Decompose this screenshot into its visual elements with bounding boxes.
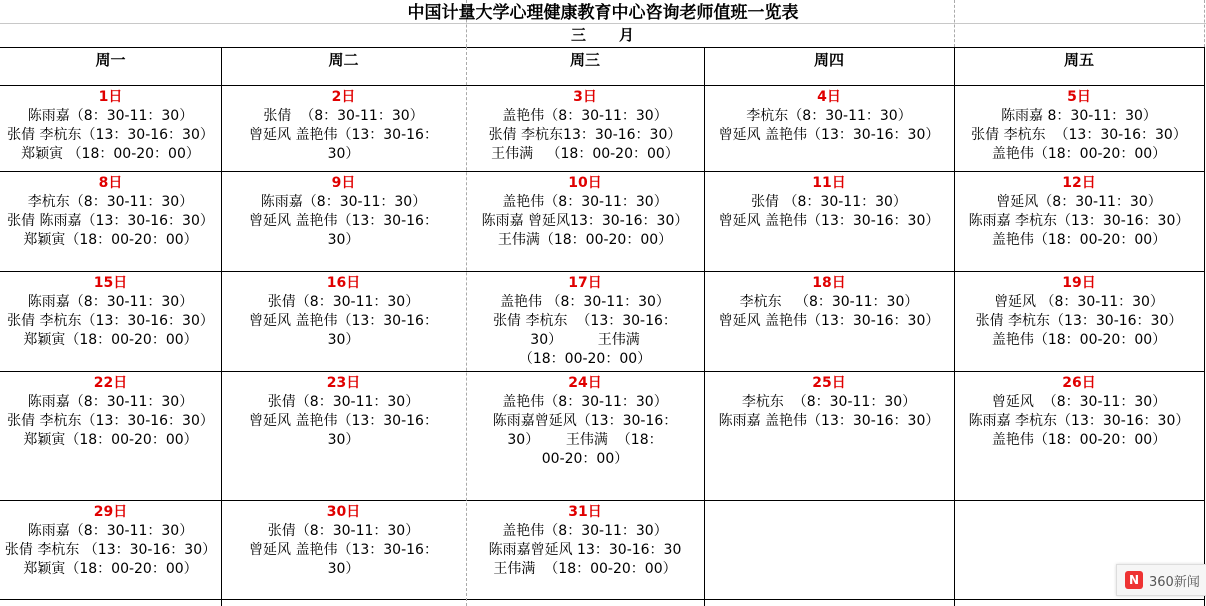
day-number: 9日 — [331, 175, 356, 191]
schedule-cell — [221, 87, 466, 170]
schedule-cell — [221, 373, 466, 499]
schedule-cell — [704, 87, 954, 170]
shift-line: 曾延风 （8：30-11：30） — [991, 394, 1167, 410]
schedule-cell — [221, 173, 466, 270]
shift-line: 曾延风 盖艳伟（13：30-16： — [249, 127, 438, 143]
schedule-cell — [704, 502, 954, 598]
schedule-cell — [0, 87, 221, 170]
shift-line: 盖艳伟（18：00-20：00） — [991, 146, 1167, 162]
shift-line: 王伟满（18：00-20：00） — [497, 232, 673, 248]
shift-line: 陈雨嘉 8：30-11：30） — [1001, 108, 1157, 124]
shift-line: 陈雨嘉曾延风 13：30-16：30 — [488, 542, 682, 558]
day-number: 15日 — [93, 275, 128, 291]
shift-line: 陈雨嘉 曾延风13：30-16：30） — [481, 213, 689, 229]
day-number: 18日 — [812, 275, 846, 291]
day-number: 8日 — [98, 175, 123, 191]
schedule-cell — [954, 173, 1204, 270]
schedule-cell — [0, 373, 221, 499]
shift-line: 李杭东 （8：30-11：30） — [739, 294, 919, 310]
schedule-cell — [466, 502, 704, 598]
shift-line: 张倩（8：30-11：30） — [267, 394, 420, 410]
schedule-cell — [466, 173, 704, 270]
shift-line: 曾延风 盖艳伟（13：30-16： — [249, 542, 438, 558]
day-number: 11日 — [812, 175, 846, 191]
shift-line: 30） 王伟满 — [530, 332, 640, 348]
shift-line: 曾延风 盖艳伟（13：30-16：30） — [718, 213, 940, 229]
shift-line: 张倩 李杭东 （13：30-16：30） — [971, 127, 1187, 143]
shift-line: 王伟满 （18：00-20：00） — [493, 561, 677, 577]
day-number: 22日 — [93, 375, 128, 391]
shift-line: 张倩 李杭东（13：30-16：30） — [7, 313, 214, 329]
shift-line: 陈雨嘉 李杭东（13：30-16：30） — [968, 213, 1190, 229]
shift-line: 盖艳伟（18：00-20：00） — [991, 332, 1167, 348]
shift-line: 30） — [327, 146, 360, 162]
day-number: 17日 — [568, 275, 602, 291]
schedule-cell — [466, 273, 704, 370]
page-title: 中国计量大学心理健康教育中心咨询老师值班一览表 — [407, 3, 799, 23]
shift-line: 30） — [327, 561, 360, 577]
shift-line: 曾延风 盖艳伟（13：30-16：30） — [718, 127, 940, 143]
shift-line: （18：00-20：00） — [518, 351, 652, 367]
shift-line: 陈雨嘉 盖艳伟（13：30-16：30） — [718, 413, 940, 429]
schedule-cell — [704, 373, 954, 499]
day-number: 12日 — [1062, 175, 1096, 191]
shift-line: 曾延风 盖艳伟（13：30-16： — [249, 213, 438, 229]
day-number: 4日 — [817, 89, 841, 105]
row-border — [0, 500, 1204, 501]
column-border — [1204, 47, 1205, 606]
shift-line: 张倩（8：30-11：30） — [267, 294, 420, 310]
schedule-cell — [221, 502, 466, 598]
day-number: 25日 — [812, 375, 846, 391]
day-number: 23日 — [326, 375, 361, 391]
schedule-cell — [0, 173, 221, 270]
shift-line: 陈雨嘉（8：30-11：30） — [27, 394, 194, 410]
shift-line: 王伟满 （18：00-20：00） — [491, 146, 679, 162]
schedule-cell — [704, 273, 954, 370]
weekday-header: 周三 — [569, 51, 600, 69]
schedule-cell — [466, 373, 704, 499]
column-border — [954, 0, 955, 47]
day-number: 30日 — [326, 504, 361, 520]
shift-line: 盖艳伟（8：30-11：30） — [502, 394, 668, 410]
schedule-cell — [221, 273, 466, 370]
shift-line: 30） 王伟满 （18： — [507, 432, 663, 448]
shift-line: 曾延风 盖艳伟（13：30-16： — [249, 413, 438, 429]
day-number: 26日 — [1062, 375, 1096, 391]
shift-line: 曾延风 盖艳伟（13：30-16：30） — [718, 313, 940, 329]
shift-line: 陈雨嘉（8：30-11：30） — [27, 523, 194, 539]
shift-line: 张倩 李杭东（13：30-16：30） — [7, 413, 214, 429]
schedule-cell — [954, 273, 1204, 370]
shift-line: 盖艳伟（8：30-11：30） — [502, 108, 668, 124]
schedule-cell — [954, 373, 1204, 499]
schedule-cell — [954, 87, 1204, 170]
schedule-cell — [0, 502, 221, 598]
shift-line: 30） — [327, 432, 360, 448]
shift-line: 张倩 李杭东（13：30-16：30） — [7, 127, 214, 143]
shift-line: 张倩（8：30-11：30） — [267, 523, 420, 539]
schedule-cell — [0, 273, 221, 370]
shift-line: 李杭东（8：30-11：30） — [27, 194, 194, 210]
weekday-header: 周二 — [328, 51, 359, 69]
shift-line: 00-20：00） — [541, 451, 629, 467]
weekday-header: 周一 — [95, 51, 126, 69]
month-label: 三 月 — [570, 26, 635, 44]
shift-line: 张倩 李杭东（13：30-16：30） — [975, 313, 1183, 329]
shift-line: 曾延风（8：30-11：30） — [996, 194, 1162, 210]
shift-line: 曾延风 （8：30-11：30） — [994, 294, 1164, 310]
title-divider — [0, 23, 1206, 24]
news-badge-label: 360新闻 — [1149, 574, 1200, 590]
shift-line: 陈雨嘉（8：30-11：30） — [27, 294, 194, 310]
day-number: 1日 — [98, 89, 123, 105]
day-number: 19日 — [1062, 275, 1096, 291]
day-number: 10日 — [568, 175, 602, 191]
shift-line: 张倩 李杭东 （13：30-16：30） — [4, 542, 217, 558]
shift-line: 李杭东（8：30-11：30） — [746, 108, 912, 124]
shift-line: 30） — [327, 232, 360, 248]
shift-line: 陈雨嘉 李杭东（13：30-16：30） — [968, 413, 1190, 429]
schedule-cell — [704, 173, 954, 270]
day-number: 29日 — [93, 504, 128, 520]
weekday-header: 周五 — [1063, 51, 1094, 69]
column-border — [1204, 0, 1205, 47]
news-badge[interactable] — [1116, 564, 1206, 596]
shift-line: 张倩 （8：30-11：30） — [263, 108, 424, 124]
column-border — [466, 0, 467, 47]
row-border — [0, 371, 1204, 372]
shift-line: 盖艳伟（8：30-11：30） — [502, 523, 668, 539]
shift-line: 张倩 陈雨嘉（13：30-16：30） — [7, 213, 214, 229]
shift-line: 张倩 李杭东13：30-16：30） — [488, 127, 682, 143]
shift-line: 郑颖寅（18：00-20：00） — [23, 432, 198, 448]
day-number: 2日 — [331, 89, 356, 105]
row-border — [0, 271, 1204, 272]
news-logo-icon: N — [1125, 571, 1143, 589]
day-number: 5日 — [1067, 89, 1091, 105]
shift-line: 张倩 （8：30-11：30） — [751, 194, 907, 210]
shift-line: 张倩 李杭东 （13：30-16： — [493, 313, 677, 329]
day-number: 24日 — [568, 375, 602, 391]
shift-line: 郑颖寅（18：00-20：00） — [23, 561, 198, 577]
day-number: 16日 — [326, 275, 361, 291]
row-border — [0, 599, 1204, 600]
shift-line: 盖艳伟（18：00-20：00） — [991, 232, 1167, 248]
shift-line: 曾延风 盖艳伟（13：30-16： — [249, 313, 438, 329]
shift-line: 30） — [327, 332, 360, 348]
shift-line: 李杭东 （8：30-11：30） — [741, 394, 917, 410]
shift-line: 盖艳伟 （8：30-11：30） — [500, 294, 670, 310]
shift-line: 郑颖寅 （18：00-20：00） — [21, 146, 200, 162]
shift-line: 陈雨嘉（8：30-11：30） — [27, 108, 194, 124]
schedule-cell — [466, 87, 704, 170]
row-border — [0, 171, 1204, 172]
day-number: 3日 — [573, 89, 597, 105]
day-number: 31日 — [568, 504, 602, 520]
shift-line: 陈雨嘉（8：30-11：30） — [260, 194, 427, 210]
shift-line: 郑颖寅（18：00-20：00） — [23, 232, 198, 248]
row-border — [0, 85, 1204, 86]
shift-line: 盖艳伟（8：30-11：30） — [502, 194, 668, 210]
shift-line: 郑颖寅（18：00-20：00） — [23, 332, 198, 348]
shift-line: 盖艳伟（18：00-20：00） — [991, 432, 1167, 448]
weekday-header: 周四 — [813, 51, 844, 69]
shift-line: 陈雨嘉曾延风（13：30-16： — [492, 413, 678, 429]
